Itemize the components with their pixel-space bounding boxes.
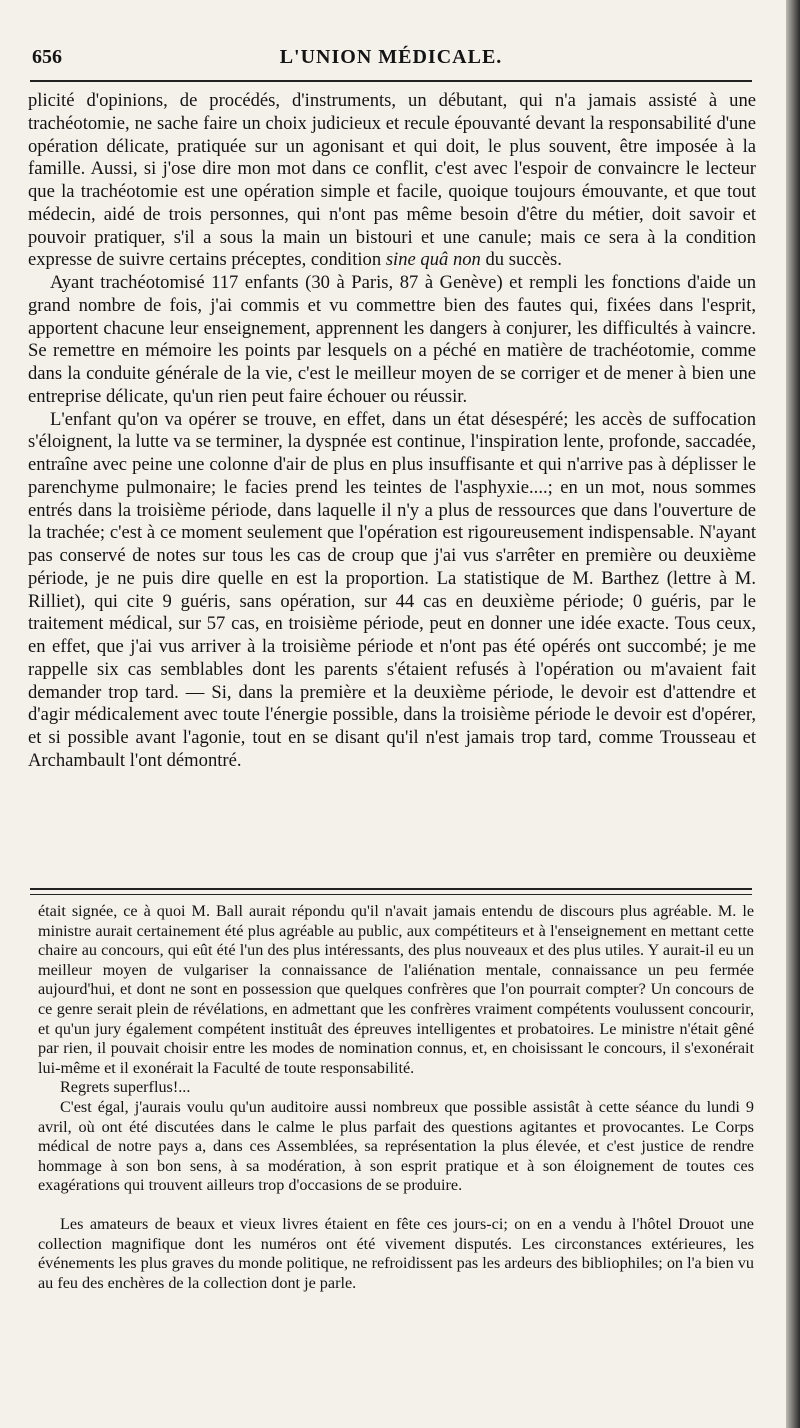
article-paragraph — [28, 90, 756, 272]
page-header — [28, 46, 754, 76]
latin-phrase: sine quâ non — [385, 249, 481, 271]
page-edge-shadow — [786, 0, 800, 1428]
feuilleton-column — [38, 902, 754, 1293]
feuilleton-divider — [30, 888, 752, 895]
header-rule — [30, 80, 752, 82]
article-paragraph: L'enfant qu'on va opérer se trouve, en effet, dans un état désespéré; les accès de suffocation s'éloignent, la lutte va se terminer, la dyspnée est continue, l'inspiration lente, profonde, saccadée, entraîne avec peine une colonne d'air de plus en plus insuffisante et qui n'arrive pas à déplisser le parenchyme pulmonaire; le facies prend les teintes de l'asphyxie....; en un mot, nous sommes entrés dans la troisième période, dans laquelle il n'y a plus de ressources que dans l'ouverture de la trachée; c'est à ce moment seulement que l'opération est rigoureusement indispensable. N'ayant pas conservé de notes sur tous les cas de croup que j'ai vus s'arrêter en première ou deuxième période, je ne puis dire quelle en est la proportion. La statistique de M. Barthez (lettre à M. Rilliet), qui cite 9 guéris, sans opération, sur 44 cas en deuxième période; 0 guéris, par le traitement médical, sur 57 cas, en troisième période, peut en donner une idée exacte. Tous ceux, en effet, que j'ai vus arriver à la troisième période et n'ont pas été opérés ont succombé; je me rappelle six cas semblables dont les parents s'étaient refusés à l'opération ou m'avaient fait demander trop tard. — Si, dans la première et la deuxième période, le devoir est d'attendre et d'agir médicalement avec toute l'énergie possible, dans la troisième période le devoir est d'opérer, et si possible avant l'agonie, tout en se disant qu'il n'est jamais trop tard, comme Trousseau et Archambault l'ont démontré. — [28, 408, 756, 771]
article-paragraph-text: plicité d'opinions, de procédés, d'instruments, un débutant, qui n'a jamais assisté à une trachéotomie, ne sache faire un choix judicieux et recule épouvanté devant la responsabilité d'une opération délicate, pratiquée sur un agonisant et qui doit, le plus souvent, être imposée à la famille. Aussi, si j'ose dire mon mot dans ce conflit, c'est avec l'espoir de convaincre le lecteur que la trachéotomie est une opération simple et facile, quoique toujours émouvante, et que tout médecin, aidé de trois personnes, qui n'ont pas même besoin d'être du métier, doit savoir et pouvoir pratiquer, s'il a sous la main un bistouri et une canule; mais ce sera à la condition expresse de suivre certains préceptes, condition — [28, 90, 756, 271]
feuilleton-paragraph: Regrets superflus!... — [60, 1078, 191, 1097]
feuilleton-paragraph: Les amateurs de beaux et vieux livres étaient en fête ces jours-ci; on en a vendu à l'hôtel Drouot une collection magnifique dont les numéros ont été vivement disputés. Les circonstances extérieures, les événements les plus graves du monde politique, ne refroidissent pas les ardeurs des bibliophiles; on l'a bien vu au feu des enchères de la collection dont je parle. — [38, 1214, 754, 1292]
page-number: 656 — [32, 46, 62, 68]
journal-title: L'UNION MÉDICALE. — [279, 46, 503, 68]
article-paragraph: Ayant trachéotomisé 117 enfants (30 à Paris, 87 à Genève) et rempli les fonctions d'aide un grand nombre de fois, j'ai commis et vu commettre bien des fautes qui, fixées dans l'esprit, apportent chacune leur enseignement, apprennent les dangers à conjurer, les difficultés à vaincre. Se remettre en mémoire les points par lesquels on a péché en matière de trachéotomie, comme dans la conduite générale de la vie, c'est le meilleur moyen de se corriger et de mener à bien une entreprise délicate, qu'un rien peut faire échouer ou réussir. — [28, 272, 756, 407]
article-body — [28, 90, 756, 773]
article-paragraph-end: du succès. — [485, 249, 562, 271]
feuilleton-paragraph: était signée, ce à quoi M. Ball aurait répondu qu'il n'avait jamais entendu de discours plus agréable. M. le ministre aurait certainement été plus agréable au public, aux compétiteurs et à l'enseignement en mettant cette chaire au concours, qui eût été l'un des plus intéressants, des plus nouveaux et des plus utiles. Y aurait-il eu un meilleur moyen de vulgariser la connaissance de l'aliénation mentale, connaissance un peu fermée aujourd'hui, et dont ne sont en possession que quelques confrères que l'on pourrait compter? Un concours de ce genre serait plein de révélations, en admettant que les confrères vraiment compétents voulussent concourir, et qu'un jury également compétent instituât des épreuves intelligentes et probatoires. Le ministre n'était gêné par rien, il pouvait choisir entre les modes de nomination connus, et, en choisissant le concours, il s'exonérait lui-même et il exonérait la Faculté de toute responsabilité. — [38, 902, 754, 1077]
feuilleton-paragraph: C'est égal, j'aurais voulu qu'un auditoire aussi nombreux que possible assistât à cette séance du lundi 9 avril, où ont été discutées dans le calme le plus parfait des questions agitantes et provocantes. Le Corps médical de notre pays a, dans ces Assemblées, sa représentation la plus élevée, et c'est justice de rendre hommage à son bon sens, à sa modération, à son esprit pratique et à son éloignement de toutes ces exagérations qui trouvent ailleurs trop d'occasions de se produire. — [38, 1097, 754, 1195]
